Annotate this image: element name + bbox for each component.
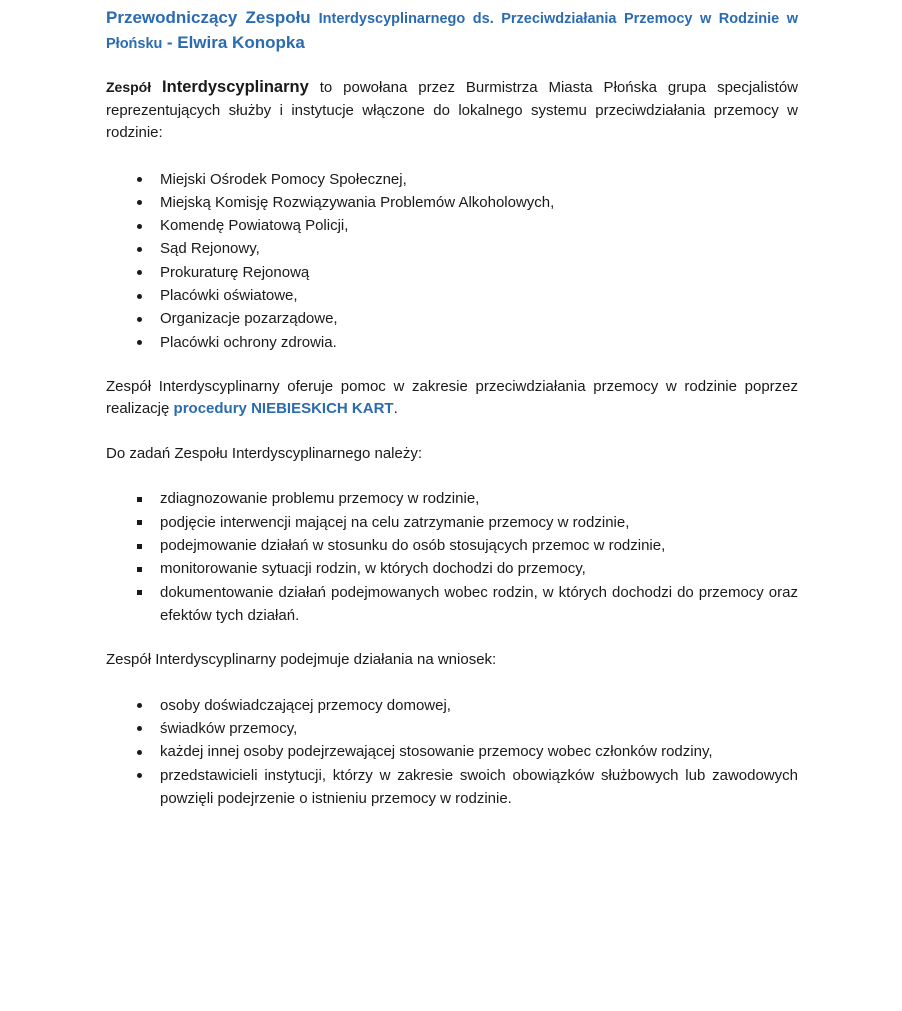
offer-paragraph [106,376,798,421]
list-item-text: Miejską Komisję Rozwiązywania Problemów Alkoholowych, [160,193,555,211]
list-item-text: osoby doświadczającej przemocy domowej, [160,696,451,714]
intro-lead-1: Zespół [106,79,152,95]
list-item [106,534,798,557]
tasks-list [106,487,798,627]
list-item-text: dokumentowanie działań podejmowanych wobec rodzin, w których dochodzi do przemocy oraz efektów tych działań. [160,583,798,624]
list-item-text: przedstawicieli instytucji, którzy w zakresie swoich obowiązków służbowych lub zawodowych powzięli podejrzenie o istnieniu przemocy w rodzinie. [160,766,798,807]
list-item-text: Organizacje pozarządowe, [160,310,338,328]
title-part-1: Przewodniczący Zespołu [106,8,311,27]
list-item [106,717,798,740]
bullet-square-icon [133,487,145,510]
bullet-square-icon [133,557,145,580]
list-item [106,307,798,330]
bullet-square-icon [133,581,145,604]
bullet-square-icon [133,511,145,534]
list-item-text: zdiagnozowanie problemu przemocy w rodzinie, [160,490,480,508]
title-part-3: - Elwira Konopka [166,33,305,52]
title-part-2: Interdyscyplinarnego ds. Przeciwdziałania Przemocy w Rodzinie w Płońsku [106,11,798,52]
offer-end: . [393,400,398,418]
bullet-dot-icon [133,237,145,260]
bullet-dot-icon [133,168,145,191]
bullet-dot-icon [133,331,145,354]
bullet-dot-icon [133,214,145,237]
requesters-list [106,694,798,810]
list-item-text: monitorowanie sytuacji rodzin, w których dochodzi do przemocy, [160,560,586,578]
list-item-text: świadków przemocy, [160,719,298,737]
list-item [106,214,798,237]
blue-cards-link[interactable]: procedury NIEBIESKICH KART [173,400,394,418]
institutions-list [106,168,798,354]
bullet-dot-icon [133,191,145,214]
list-item [106,237,798,260]
list-item-text: Komendę Powiatową Policji, [160,217,349,235]
intro-text: to powołana przez Burmistrza Miasta Płońska grupa specjalistów reprezentujących służby i instytucje włączone do lokalnego systemu przeciwdziałania przemocy w rodzinie: [106,79,798,141]
list-item [106,487,798,510]
list-item [106,581,798,628]
list-item [106,284,798,307]
bullet-dot-icon [133,764,145,787]
bullet-dot-icon [133,261,145,284]
list-item-text: Placówki oświatowe, [160,286,298,304]
bullet-dot-icon [133,740,145,763]
bullet-dot-icon [133,307,145,330]
bullet-dot-icon [133,717,145,740]
page-title [106,6,798,56]
list-item [106,694,798,717]
request-heading: Zespół Interdyscyplinarny podejmuje działania na wniosek: [106,651,497,669]
bullet-square-icon [133,534,145,557]
list-item-text: Placówki ochrony zdrowia. [160,333,337,351]
list-item [106,331,798,354]
list-item [106,764,798,811]
bullet-dot-icon [133,694,145,717]
offer-text: Zespół Interdyscyplinarny oferuje pomoc w zakresie przeciwdziałania przemocy w rodzinie poprzez realizację [106,377,798,418]
list-item [106,557,798,580]
document-page [106,6,798,810]
list-item-text: Sąd Rejonowy, [160,240,260,258]
list-item-text: każdej innej osoby podejrzewającej stosowanie przemocy wobec członków rodziny, [160,743,713,761]
list-item [106,261,798,284]
list-item-text: podejmowanie działań w stosunku do osób stosujących przemoc w rodzinie, [160,536,666,554]
list-item [106,191,798,214]
list-item-text: Prokuraturę Rejonową [160,263,310,281]
intro-lead-2: Interdyscyplinarny [162,78,309,96]
bullet-dot-icon [133,284,145,307]
list-item [106,511,798,534]
list-item-text: Miejski Ośrodek Pomocy Społecznej, [160,170,407,188]
intro-paragraph [106,76,798,145]
list-item-text: podjęcie interwencji mającej na celu zatrzymanie przemocy w rodzinie, [160,513,630,531]
list-item [106,740,798,763]
list-item [106,168,798,191]
tasks-heading: Do zadań Zespołu Interdyscyplinarnego należy: [106,444,423,462]
